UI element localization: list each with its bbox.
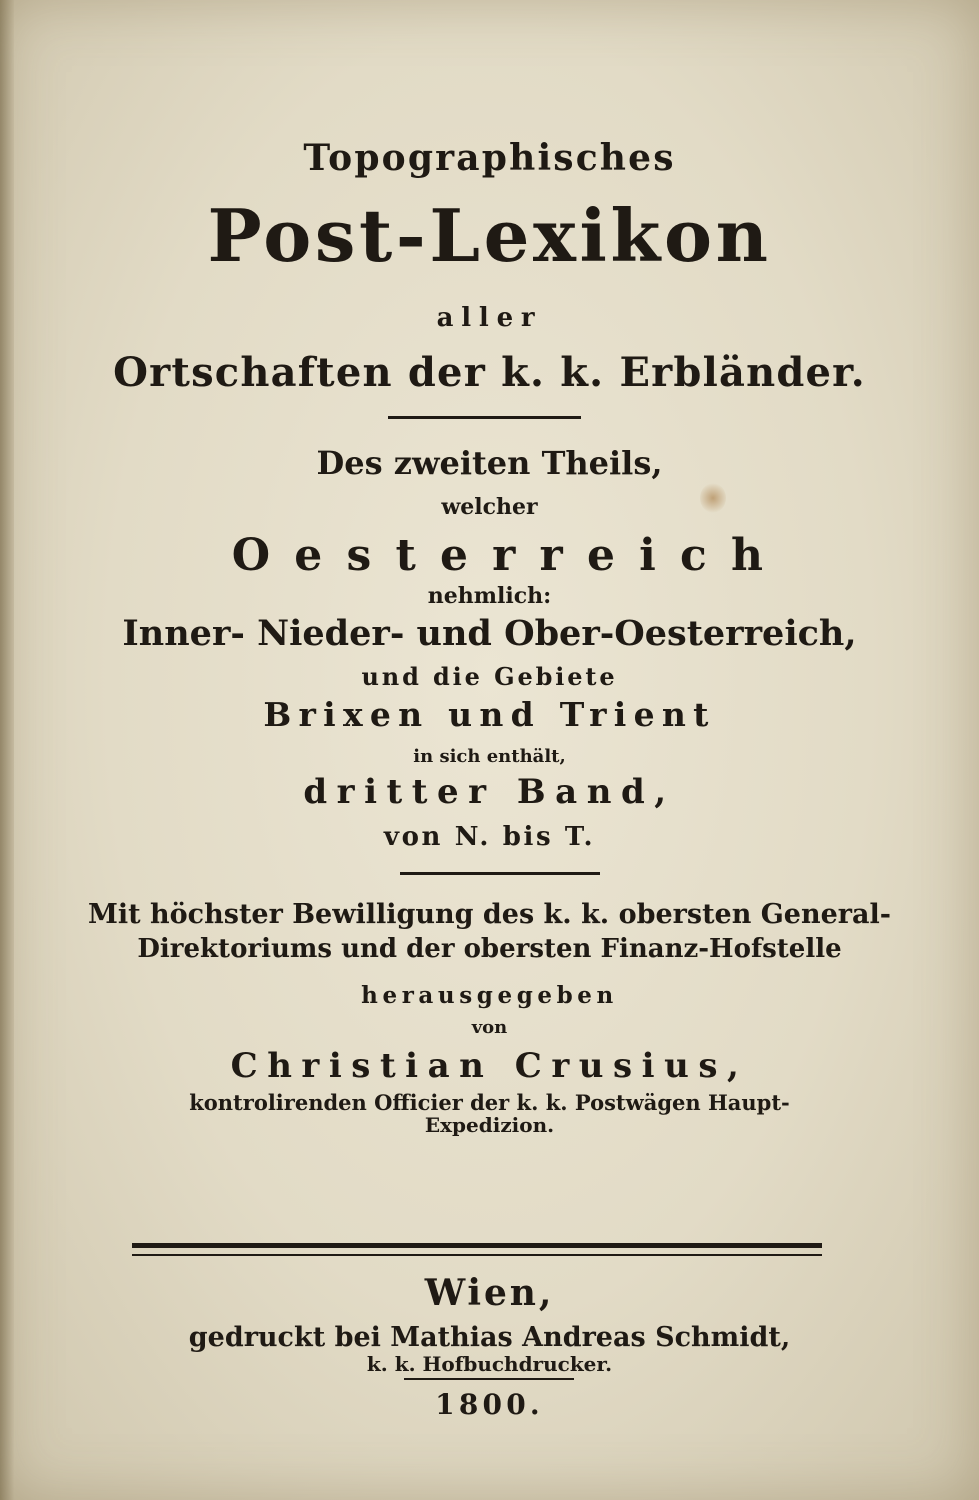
subtitle-line-oesterreich: Oesterreich — [231, 530, 788, 581]
subtitle-line-von-bis: von N. bis T. — [383, 822, 596, 852]
divider-rule-3 — [404, 1378, 574, 1380]
editor-line-von: von — [471, 1017, 508, 1038]
imprint-line-wien: Wien, — [424, 1272, 555, 1314]
imprint-line-year: 1800. — [435, 1388, 544, 1421]
subtitle-line-welcher: welcher — [441, 494, 538, 520]
subtitle-line-gebiete: und die Gebiete — [361, 662, 618, 691]
double-rule-bottom — [132, 1254, 822, 1256]
editor-line-expedizion: Expedizion. — [424, 1113, 555, 1137]
privilege-line-1: Mit höchster Bewilligung des k. k. obersten General- — [88, 899, 891, 930]
title-line-post-lexikon: Post-Lexikon — [207, 193, 772, 278]
subtitle-line-inner-nieder-ober: Inner- Nieder- und Ober-Oesterreich, — [122, 613, 857, 654]
subtitle-line-brixen-trient: Brixen und Trient — [263, 695, 716, 734]
privilege-line-2: Direktoriums und der obersten Finanz-Hofstelle — [137, 934, 842, 964]
divider-rule-2 — [400, 872, 600, 875]
imprint-line-hofbuchdrucker: k. k. Hofbuchdrucker. — [366, 1352, 613, 1376]
subtitle-line-theil: Des zweiten Theils, — [316, 444, 663, 482]
subtitle-line-enthaelt: in sich enthält, — [413, 746, 566, 767]
subtitle-line-nehmlich: nehmlich: — [427, 583, 552, 609]
title-line-aller: aller — [436, 303, 543, 333]
subtitle-line-dritter-band: dritter Band, — [303, 772, 676, 812]
title-line-ortschaften: Ortschaften der k. k. Erbländer. — [113, 349, 866, 396]
editor-line-name: Christian Crusius, — [230, 1046, 749, 1086]
title-line-topographisches: Topographisches — [303, 137, 676, 179]
divider-rule-1 — [388, 416, 581, 419]
editor-line-herausgegeben: herausgegeben — [361, 982, 618, 1009]
editor-line-officier: kontrolirenden Officier der k. k. Postwägen Haupt- — [189, 1090, 790, 1115]
double-rule-top — [132, 1243, 822, 1248]
imprint-line-printer: gedruckt bei Mathias Andreas Schmidt, — [188, 1322, 791, 1353]
